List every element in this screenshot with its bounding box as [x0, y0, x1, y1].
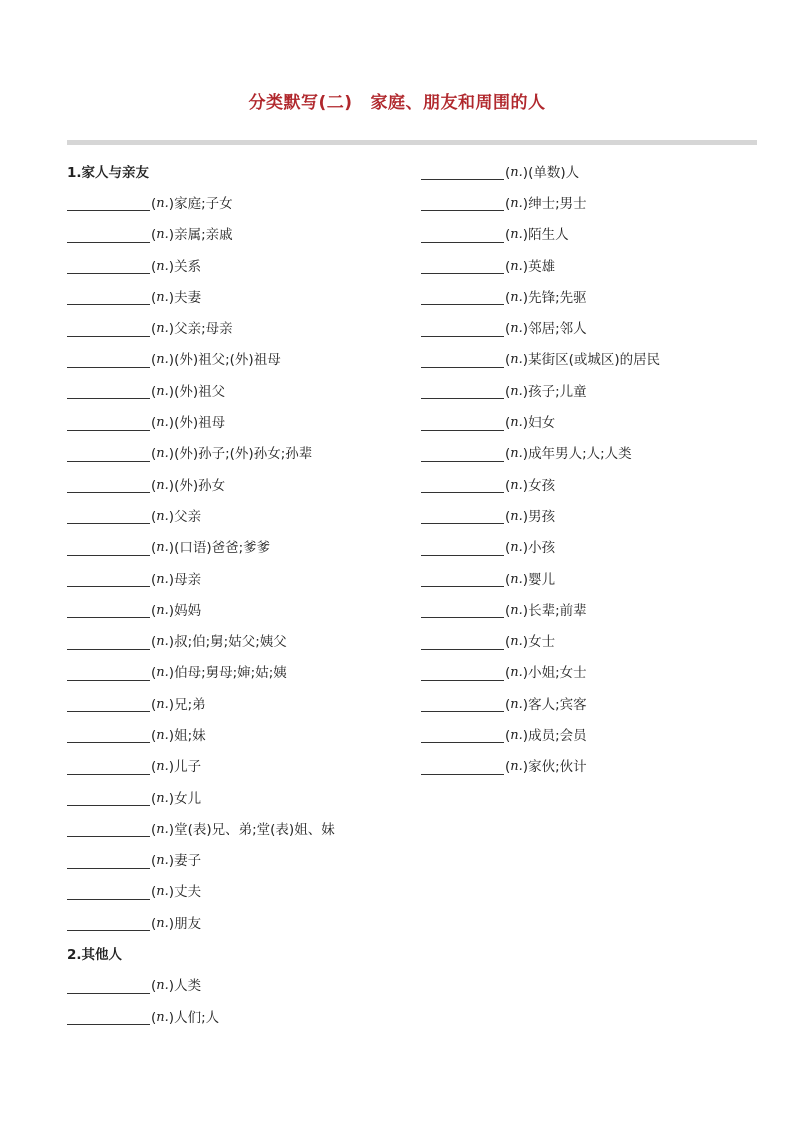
paren-open: (: [151, 352, 157, 369]
divider-rule: [67, 140, 757, 145]
vocab-item: [421, 188, 660, 219]
part-of-speech: n.: [510, 759, 523, 775]
paren-open: (: [151, 665, 157, 682]
meaning-text: (外)祖母: [174, 415, 226, 432]
vocab-item: [67, 313, 335, 344]
paren-close: ): [522, 415, 529, 432]
paren-close: ): [168, 1009, 175, 1026]
paren-close: ): [168, 571, 175, 588]
paren-open: (: [505, 665, 511, 682]
part-of-speech: n.: [156, 915, 169, 931]
vocab-item: [421, 564, 660, 595]
paren-close: ): [522, 508, 529, 525]
part-of-speech: n.: [156, 821, 169, 837]
part-of-speech: n.: [510, 227, 523, 243]
vocab-item: [421, 720, 660, 751]
paren-open: (: [151, 602, 157, 619]
paren-close: ): [168, 665, 175, 682]
paren-open: (: [151, 571, 157, 588]
paren-close: ): [522, 227, 529, 244]
answer-blank[interactable]: [67, 666, 150, 681]
vocab-item: [67, 251, 335, 282]
meaning-text: 成员;会员: [528, 727, 587, 744]
paren-open: (: [151, 508, 157, 525]
page-title: [0, 88, 794, 113]
part-of-speech: n.: [156, 352, 169, 368]
part-of-speech: n.: [156, 1009, 169, 1025]
meaning-text: 妇女: [528, 415, 556, 432]
meaning-text: (外)孙子;(外)孙女;孙辈: [174, 446, 313, 463]
paren-open: (: [151, 634, 157, 651]
paren-open: (: [151, 289, 157, 306]
paren-close: ): [522, 383, 529, 400]
answer-blank[interactable]: [67, 509, 150, 524]
paren-close: ): [522, 477, 529, 494]
part-of-speech: n.: [510, 415, 523, 431]
part-of-speech: n.: [156, 321, 169, 337]
paren-close: ): [168, 540, 175, 557]
paren-open: (: [151, 759, 157, 776]
meaning-text: (外)祖父;(外)祖母: [174, 352, 281, 369]
meaning-text: 英雄: [528, 258, 556, 275]
paren-open: (: [151, 227, 157, 244]
vocab-item: [67, 595, 335, 626]
paren-close: ): [168, 446, 175, 463]
answer-blank[interactable]: [421, 541, 504, 556]
answer-blank[interactable]: [67, 416, 150, 431]
part-of-speech: n.: [156, 289, 169, 305]
part-of-speech: n.: [510, 164, 523, 180]
answer-blank[interactable]: [421, 416, 504, 431]
section-heading: [67, 939, 335, 970]
vocab-item: [421, 470, 660, 501]
paren-open: (: [151, 540, 157, 557]
paren-open: (: [151, 884, 157, 901]
vocab-item: [67, 501, 335, 532]
answer-blank[interactable]: [421, 635, 504, 650]
vocab-item: [421, 439, 660, 470]
vocab-item: [67, 971, 335, 1002]
title-part-right: 家庭、朋友和周围的人: [370, 93, 546, 113]
answer-blank[interactable]: [67, 572, 150, 587]
part-of-speech: n.: [156, 884, 169, 900]
answer-blank[interactable]: [421, 760, 504, 775]
meaning-text: 叔;伯;舅;姑父;姨父: [174, 634, 287, 651]
vocab-item: [421, 658, 660, 689]
vocab-item: [67, 846, 335, 877]
meaning-text: 陌生人: [528, 227, 569, 244]
section-heading: [67, 157, 335, 188]
answer-blank[interactable]: [421, 259, 504, 274]
paren-close: ): [522, 321, 529, 338]
answer-blank[interactable]: [421, 290, 504, 305]
paren-open: (: [151, 258, 157, 275]
meaning-text: 堂(表)兄、弟;堂(表)姐、妹: [174, 821, 335, 838]
paren-close: ): [522, 164, 529, 181]
part-of-speech: n.: [510, 508, 523, 524]
paren-close: ): [168, 634, 175, 651]
meaning-text: 家伙;伙计: [528, 759, 587, 776]
part-of-speech: n.: [510, 634, 523, 650]
paren-close: ): [168, 602, 175, 619]
meaning-text: 家庭;子女: [174, 195, 233, 212]
paren-close: ): [168, 383, 175, 400]
meaning-text: 父亲;母亲: [174, 321, 233, 338]
answer-blank[interactable]: [421, 165, 504, 180]
part-of-speech: n.: [156, 853, 169, 869]
answer-blank[interactable]: [421, 572, 504, 587]
paren-close: ): [168, 352, 175, 369]
paren-close: ): [168, 790, 175, 807]
meaning-text: 先锋;先驱: [528, 289, 587, 306]
meaning-text: 妈妈: [174, 602, 202, 619]
answer-blank[interactable]: [67, 697, 150, 712]
paren-open: (: [151, 915, 157, 932]
meaning-text: 丈夫: [174, 884, 202, 901]
paren-close: ): [168, 321, 175, 338]
answer-blank[interactable]: [421, 728, 504, 743]
part-of-speech: n.: [510, 352, 523, 368]
vocab-item: [67, 1002, 335, 1033]
paren-close: ): [168, 727, 175, 744]
paren-close: ): [522, 759, 529, 776]
paren-open: (: [151, 978, 157, 995]
paren-open: (: [505, 352, 511, 369]
answer-blank[interactable]: [421, 322, 504, 337]
vocab-item: [421, 533, 660, 564]
meaning-text: 小姐;女士: [528, 665, 587, 682]
vocab-item: [67, 908, 335, 939]
meaning-text: 小孩: [528, 540, 556, 557]
paren-open: (: [505, 759, 511, 776]
part-of-speech: n.: [156, 634, 169, 650]
answer-blank[interactable]: [67, 228, 150, 243]
answer-blank[interactable]: [421, 666, 504, 681]
paren-close: ): [168, 821, 175, 838]
answer-blank[interactable]: [67, 1010, 150, 1025]
paren-close: ): [168, 759, 175, 776]
paren-close: ): [522, 289, 529, 306]
answer-blank[interactable]: [67, 353, 150, 368]
vocab-item: [421, 595, 660, 626]
vocab-item: [67, 689, 335, 720]
part-of-speech: n.: [510, 477, 523, 493]
vocab-item: [421, 407, 660, 438]
vocab-item: [67, 626, 335, 657]
answer-blank[interactable]: [67, 384, 150, 399]
vocab-item: [421, 313, 660, 344]
part-of-speech: n.: [156, 571, 169, 587]
meaning-text: 女儿: [174, 790, 202, 807]
paren-open: (: [151, 446, 157, 463]
part-of-speech: n.: [156, 195, 169, 211]
meaning-text: (外)祖父: [174, 383, 226, 400]
left-column: [67, 157, 335, 1033]
paren-open: (: [505, 696, 511, 713]
answer-blank[interactable]: [67, 885, 150, 900]
part-of-speech: n.: [510, 727, 523, 743]
paren-open: (: [505, 477, 511, 494]
part-of-speech: n.: [156, 727, 169, 743]
answer-blank[interactable]: [67, 259, 150, 274]
answer-blank[interactable]: [421, 384, 504, 399]
vocab-item: [421, 752, 660, 783]
paren-open: (: [151, 821, 157, 838]
paren-close: ): [168, 853, 175, 870]
section-heading-text: 1.家人与亲友: [67, 164, 150, 181]
answer-blank[interactable]: [67, 854, 150, 869]
paren-open: (: [151, 727, 157, 744]
paren-close: ): [168, 915, 175, 932]
paren-open: (: [151, 696, 157, 713]
vocab-item: [421, 157, 660, 188]
part-of-speech: n.: [510, 571, 523, 587]
meaning-text: 关系: [174, 258, 202, 275]
answer-blank[interactable]: [67, 603, 150, 618]
paren-close: ): [522, 352, 529, 369]
meaning-text: 成年男人;人;人类: [528, 446, 632, 463]
vocab-item: [421, 501, 660, 532]
part-of-speech: n.: [156, 540, 169, 556]
meaning-text: 夫妻: [174, 289, 202, 306]
vocab-item: [67, 220, 335, 251]
paren-close: ): [168, 227, 175, 244]
paren-open: (: [505, 415, 511, 432]
title-part-left: 分类默写(二): [248, 93, 353, 113]
paren-close: ): [522, 634, 529, 651]
meaning-text: 伯母;舅母;婶;姑;姨: [174, 665, 287, 682]
paren-close: ): [168, 415, 175, 432]
paren-close: ): [522, 571, 529, 588]
meaning-text: 邻居;邻人: [528, 321, 587, 338]
paren-close: ): [168, 696, 175, 713]
part-of-speech: n.: [510, 258, 523, 274]
answer-blank[interactable]: [67, 791, 150, 806]
part-of-speech: n.: [510, 321, 523, 337]
answer-blank[interactable]: [67, 196, 150, 211]
answer-blank[interactable]: [67, 822, 150, 837]
paren-close: ): [522, 727, 529, 744]
answer-blank[interactable]: [421, 196, 504, 211]
part-of-speech: n.: [156, 759, 169, 775]
meaning-text: 孩子;儿童: [528, 383, 587, 400]
paren-open: (: [505, 634, 511, 651]
answer-blank[interactable]: [67, 979, 150, 994]
paren-close: ): [522, 258, 529, 275]
answer-blank[interactable]: [421, 697, 504, 712]
paren-open: (: [151, 383, 157, 400]
vocab-item: [421, 251, 660, 282]
meaning-text: (口语)爸爸;爹爹: [174, 540, 271, 557]
part-of-speech: n.: [510, 383, 523, 399]
paren-open: (: [151, 415, 157, 432]
paren-open: (: [505, 164, 511, 181]
answer-blank[interactable]: [421, 478, 504, 493]
answer-blank[interactable]: [67, 322, 150, 337]
part-of-speech: n.: [156, 790, 169, 806]
meaning-text: 女士: [528, 634, 556, 651]
paren-open: (: [151, 853, 157, 870]
paren-open: (: [151, 477, 157, 494]
answer-blank[interactable]: [67, 635, 150, 650]
meaning-text: 某街区(或城区)的居民: [528, 352, 661, 369]
paren-close: ): [168, 884, 175, 901]
part-of-speech: n.: [510, 446, 523, 462]
vocab-item: [421, 220, 660, 251]
vocab-item: [67, 282, 335, 313]
paren-close: ): [522, 540, 529, 557]
vocab-item: [421, 689, 660, 720]
paren-open: (: [505, 540, 511, 557]
meaning-text: (外)孙女: [174, 477, 226, 494]
vocab-item: [421, 626, 660, 657]
vocab-item: [67, 533, 335, 564]
paren-open: (: [151, 790, 157, 807]
answer-blank[interactable]: [421, 447, 504, 462]
vocab-item: [421, 376, 660, 407]
answer-blank[interactable]: [421, 603, 504, 618]
answer-blank[interactable]: [421, 509, 504, 524]
paren-close: ): [522, 602, 529, 619]
vocab-item: [67, 188, 335, 219]
paren-close: ): [522, 665, 529, 682]
part-of-speech: n.: [510, 540, 523, 556]
vocab-item: [67, 439, 335, 470]
paren-open: (: [505, 227, 511, 244]
part-of-speech: n.: [510, 665, 523, 681]
vocab-item: [67, 720, 335, 751]
meaning-text: 兄;弟: [174, 696, 206, 713]
part-of-speech: n.: [510, 195, 523, 211]
meaning-text: 母亲: [174, 571, 202, 588]
paren-open: (: [505, 195, 511, 212]
vocab-item: [67, 376, 335, 407]
answer-blank[interactable]: [67, 478, 150, 493]
paren-close: ): [168, 258, 175, 275]
answer-blank[interactable]: [67, 541, 150, 556]
part-of-speech: n.: [510, 602, 523, 618]
part-of-speech: n.: [156, 477, 169, 493]
part-of-speech: n.: [510, 696, 523, 712]
paren-open: (: [505, 508, 511, 525]
part-of-speech: n.: [156, 602, 169, 618]
part-of-speech: n.: [156, 415, 169, 431]
answer-blank[interactable]: [67, 760, 150, 775]
part-of-speech: n.: [510, 289, 523, 305]
part-of-speech: n.: [156, 978, 169, 994]
paren-close: ): [168, 195, 175, 212]
meaning-text: 儿子: [174, 759, 202, 776]
paren-open: (: [151, 1009, 157, 1026]
paren-open: (: [505, 727, 511, 744]
meaning-text: 客人;宾客: [528, 696, 587, 713]
part-of-speech: n.: [156, 508, 169, 524]
answer-blank[interactable]: [67, 447, 150, 462]
paren-open: (: [505, 321, 511, 338]
paren-open: (: [505, 258, 511, 275]
vocab-item: [67, 564, 335, 595]
section-heading-text: 2.其他人: [67, 947, 123, 964]
vocab-item: [67, 407, 335, 438]
paren-close: ): [168, 477, 175, 494]
meaning-text: 女孩: [528, 477, 556, 494]
vocab-item: [67, 345, 335, 376]
part-of-speech: n.: [156, 696, 169, 712]
meaning-text: 姐;妹: [174, 727, 206, 744]
vocab-item: [67, 658, 335, 689]
paren-close: ): [522, 195, 529, 212]
meaning-text: 长辈;前辈: [528, 602, 587, 619]
vocab-item: [67, 814, 335, 845]
meaning-text: (单数)人: [528, 164, 580, 181]
paren-open: (: [505, 602, 511, 619]
meaning-text: 绅士;男士: [528, 195, 587, 212]
paren-close: ): [522, 696, 529, 713]
part-of-speech: n.: [156, 383, 169, 399]
part-of-speech: n.: [156, 258, 169, 274]
meaning-text: 亲属;亲戚: [174, 227, 233, 244]
paren-close: ): [168, 289, 175, 306]
vocab-item: [421, 345, 660, 376]
paren-open: (: [505, 289, 511, 306]
paren-open: (: [151, 195, 157, 212]
meaning-text: 婴儿: [528, 571, 556, 588]
meaning-text: 朋友: [174, 915, 202, 932]
vocab-item: [67, 877, 335, 908]
paren-open: (: [505, 446, 511, 463]
paren-open: (: [151, 321, 157, 338]
answer-blank[interactable]: [67, 728, 150, 743]
vocab-item: [67, 783, 335, 814]
paren-close: ): [522, 446, 529, 463]
part-of-speech: n.: [156, 227, 169, 243]
meaning-text: 妻子: [174, 853, 202, 870]
meaning-text: 父亲: [174, 508, 202, 525]
vocab-item: [421, 282, 660, 313]
meaning-text: 男孩: [528, 508, 556, 525]
paren-close: ): [168, 508, 175, 525]
paren-open: (: [505, 571, 511, 588]
paren-open: (: [505, 383, 511, 400]
vocab-item: [67, 470, 335, 501]
answer-blank[interactable]: [421, 353, 504, 368]
answer-blank[interactable]: [67, 916, 150, 931]
vocab-item: [67, 752, 335, 783]
paren-close: ): [168, 978, 175, 995]
part-of-speech: n.: [156, 446, 169, 462]
meaning-text: 人们;人: [174, 1009, 220, 1026]
right-column: [421, 157, 660, 783]
part-of-speech: n.: [156, 665, 169, 681]
meaning-text: 人类: [174, 978, 202, 995]
answer-blank[interactable]: [421, 228, 504, 243]
answer-blank[interactable]: [67, 290, 150, 305]
